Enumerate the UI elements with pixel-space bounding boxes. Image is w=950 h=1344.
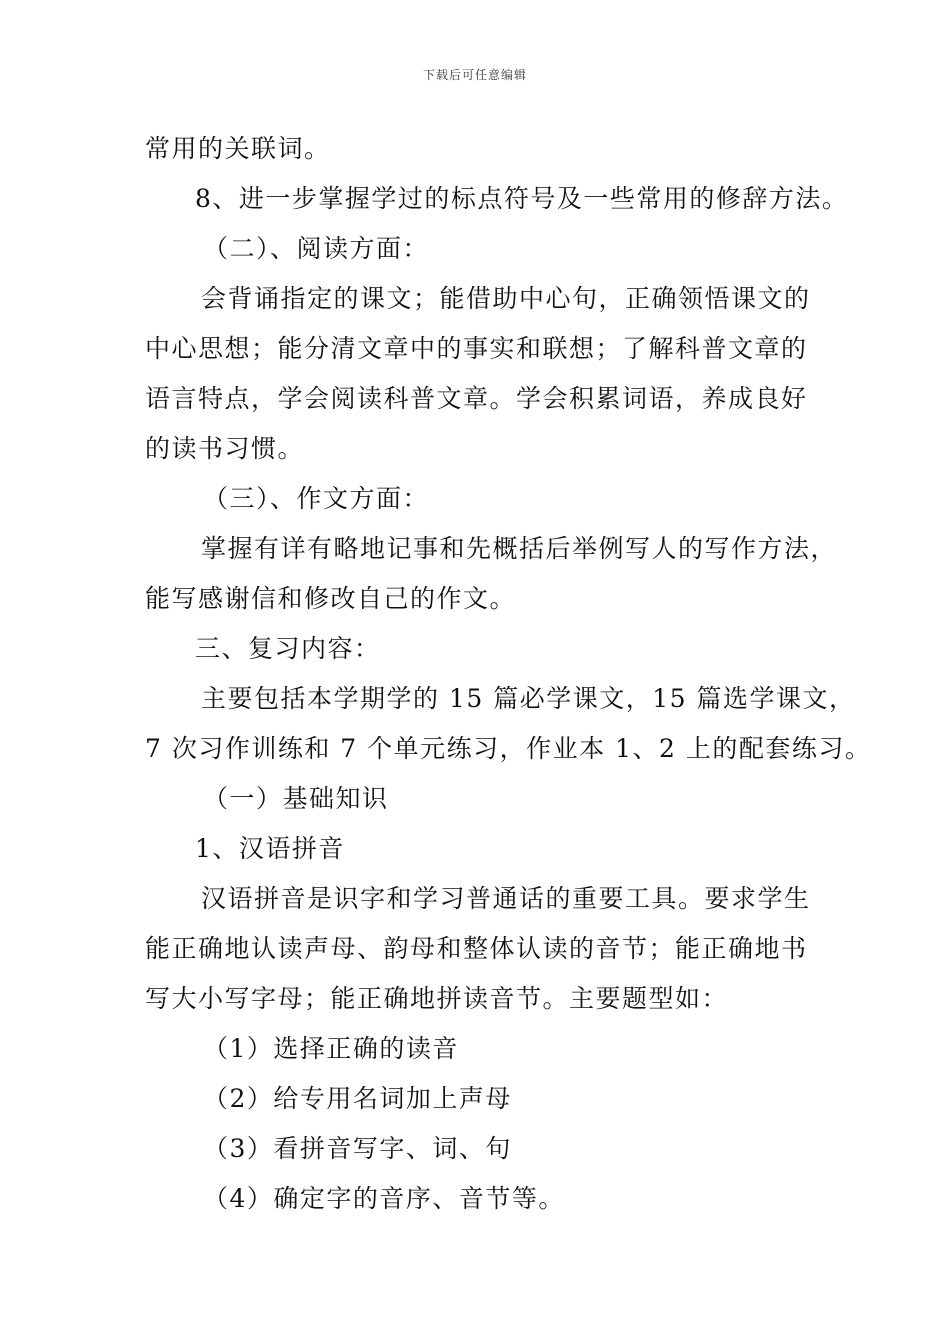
section-heading: （二）、阅读方面： bbox=[203, 234, 430, 263]
text-line: 语言特点，学会阅读科普文章。学会积累词语，养成良好 bbox=[145, 384, 808, 413]
section-heading: 三、复习内容： bbox=[195, 634, 381, 663]
document-body bbox=[145, 124, 872, 1224]
section-heading: （一）基础知识 bbox=[203, 784, 389, 813]
text-line: 写大小写字母；能正确地拼读音节。主要题型如： bbox=[145, 984, 729, 1013]
page-header: 下载后可任意编辑 bbox=[422, 68, 527, 82]
list-item: （2）给专用名词加上声母 bbox=[203, 1084, 512, 1113]
list-item: （4）确定字的音序、音节等。 bbox=[203, 1184, 565, 1213]
text-line: 的读书习惯。 bbox=[145, 434, 305, 463]
text-line: 会背诵指定的课文；能借助中心句，正确领悟课文的 bbox=[201, 284, 811, 313]
text-line: 能正确地认读声母、韵母和整体认读的音节；能正确地书 bbox=[145, 934, 808, 963]
section-heading: 1、汉语拼音 bbox=[195, 834, 345, 863]
text-line: 掌握有详有略地记事和先概括后举例写人的写作方法， bbox=[201, 534, 838, 563]
list-item: （3）看拼音写字、词、句 bbox=[203, 1134, 512, 1163]
section-heading: （三）、作文方面： bbox=[203, 484, 430, 513]
text-line: 汉语拼音是识字和学习普通话的重要工具。要求学生 bbox=[201, 884, 811, 913]
text-line: 中心思想；能分清文章中的事实和联想；了解科普文章的 bbox=[145, 334, 808, 363]
text-line: 8、进一步掌握学过的标点符号及一些常用的修辞方法。 bbox=[195, 184, 849, 213]
text-line: 主要包括本学期学的 15 篇必学课文，15 篇选学课文， bbox=[201, 684, 856, 713]
list-item: （1）选择正确的读音 bbox=[203, 1034, 459, 1063]
text-line: 能写感谢信和修改自己的作文。 bbox=[145, 584, 517, 613]
text-line: 7 次习作训练和 7 个单元练习，作业本 1、2 上的配套练习。 bbox=[145, 734, 872, 763]
text-line: 常用的关联词。 bbox=[145, 134, 331, 163]
